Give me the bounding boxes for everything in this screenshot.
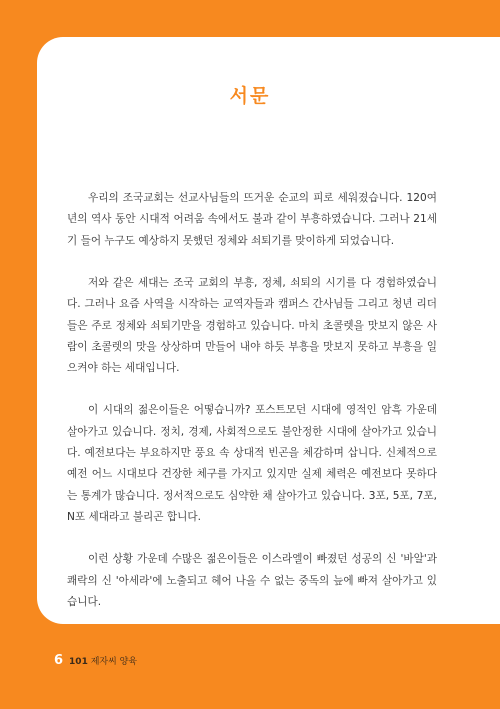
- page-number: 6: [54, 653, 64, 668]
- series-title: 제자씨 양육: [90, 657, 138, 667]
- page-footer: [54, 653, 137, 671]
- body-text: [67, 188, 437, 634]
- series-number: 101: [69, 657, 88, 667]
- running-title: [69, 654, 137, 667]
- paragraph-4: 이런 상황 가운데 수많은 젊은이들은 이스라엘이 빠졌던 성공의 신 '바알'과 쾌락의 신 '아세라'에 노출되고 헤어 나올 수 없는 중독의 늪에 빠져 살아가고 있습니다.: [67, 553, 437, 608]
- paragraph-1: 우리의 조국교회는 선교사님들의 뜨거운 순교의 피로 세워졌습니다. 120여 년의 역사 동안 시대적 어려움 속에서도 불과 같이 부흥하였습니다. 그러나 21세기 들어 누구도 예상하지 못했던 정체와 쇠퇴기를 맞이하게 되었습니다.: [67, 192, 437, 247]
- paragraph-2: 저와 같은 세대는 조국 교회의 부흥, 정체, 쇠퇴의 시기를 다 경험하였습니다. 그러나 요즘 사역을 시작하는 교역자들과 캠퍼스 간사님들 그리고 청년 리더들은 주로 정체와 쇠퇴기만을 경험하고 있습니다. 마치 초콜렛을 맛보지 않은 사람이 초콜렛의 맛을 상상하며 만들어 내야 하듯 부흥을 맛보지 못하고 부흥을 일으켜야 하는 세대입니다.: [67, 276, 437, 375]
- paragraph-3: 이 시대의 젊은이들은 어떻습니까? 포스트모던 시대에 영적인 암흑 가운데 살아가고 있습니다. 정치, 경제, 사회적으로도 불안정한 시대에 살아가고 있습니다. 예전보다는 부요하지만 풍요 속 상대적 빈곤을 체감하며 삽니다. 신체적으로 예전 어느 시대보다 건장한 체구를 가지고 있지만 실제 체력은 예전보다 못하다는 통계가 많습니다. 정서적으로도 심약한 채 살아가고 있습니다. 3포, 5포, 7포, N포 세대라고 불리곤 합니다.: [67, 404, 437, 524]
- page-title: 서문: [229, 85, 271, 107]
